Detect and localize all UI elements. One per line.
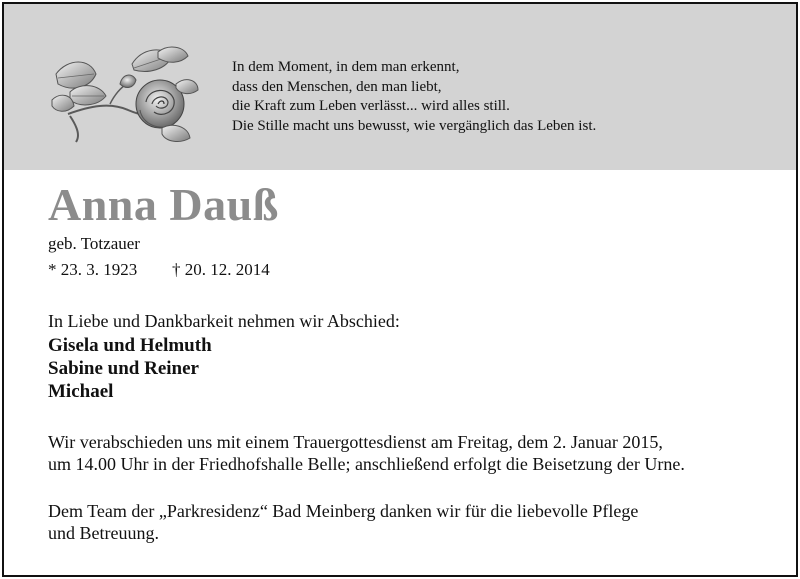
mourner-name: Michael: [48, 381, 114, 402]
rose-icon: [50, 44, 200, 144]
thanks-note: [48, 500, 638, 544]
poem-header: [4, 4, 796, 170]
service-line: Wir verabschieden uns mit einem Trauergottesdienst am Freitag, dem 2. Januar 2015,: [48, 432, 663, 452]
farewell-intro: In Liebe und Dankbarkeit nehmen wir Abschied:: [48, 311, 400, 331]
poem-line: Die Stille macht uns bewusst, wie vergänglich das Leben ist.: [232, 117, 597, 134]
thanks-line: und Betreuung.: [48, 523, 159, 543]
birth-date: * 23. 3. 1923: [48, 260, 138, 279]
poem-text: [232, 58, 596, 136]
mourner-name: Gisela und Helmuth: [48, 335, 212, 356]
service-details: [48, 431, 685, 475]
service-line: um 14.00 Uhr in der Friedhofshalle Belle; anschließend erfolgt die Beisetzung der Urne.: [48, 454, 685, 474]
death-date: † 20. 12. 2014: [172, 260, 270, 279]
poem-line: In dem Moment, in dem man erkennt,: [232, 59, 460, 75]
poem-line: die Kraft zum Leben verlässt... wird alles still.: [232, 98, 510, 114]
obituary-notice: [2, 2, 798, 577]
life-dates: [48, 260, 270, 280]
mourner-name: Sabine und Reiner: [48, 358, 199, 379]
poem-line: dass den Menschen, den man liebt,: [232, 78, 442, 95]
mourner-names: [48, 334, 212, 403]
thanks-line: Dem Team der „Parkresidenz“ Bad Meinberg danken wir für die liebevolle Pflege: [48, 501, 639, 521]
deceased-name: Anna Dauß: [48, 179, 279, 230]
birth-name: geb. Totzauer: [48, 234, 140, 253]
